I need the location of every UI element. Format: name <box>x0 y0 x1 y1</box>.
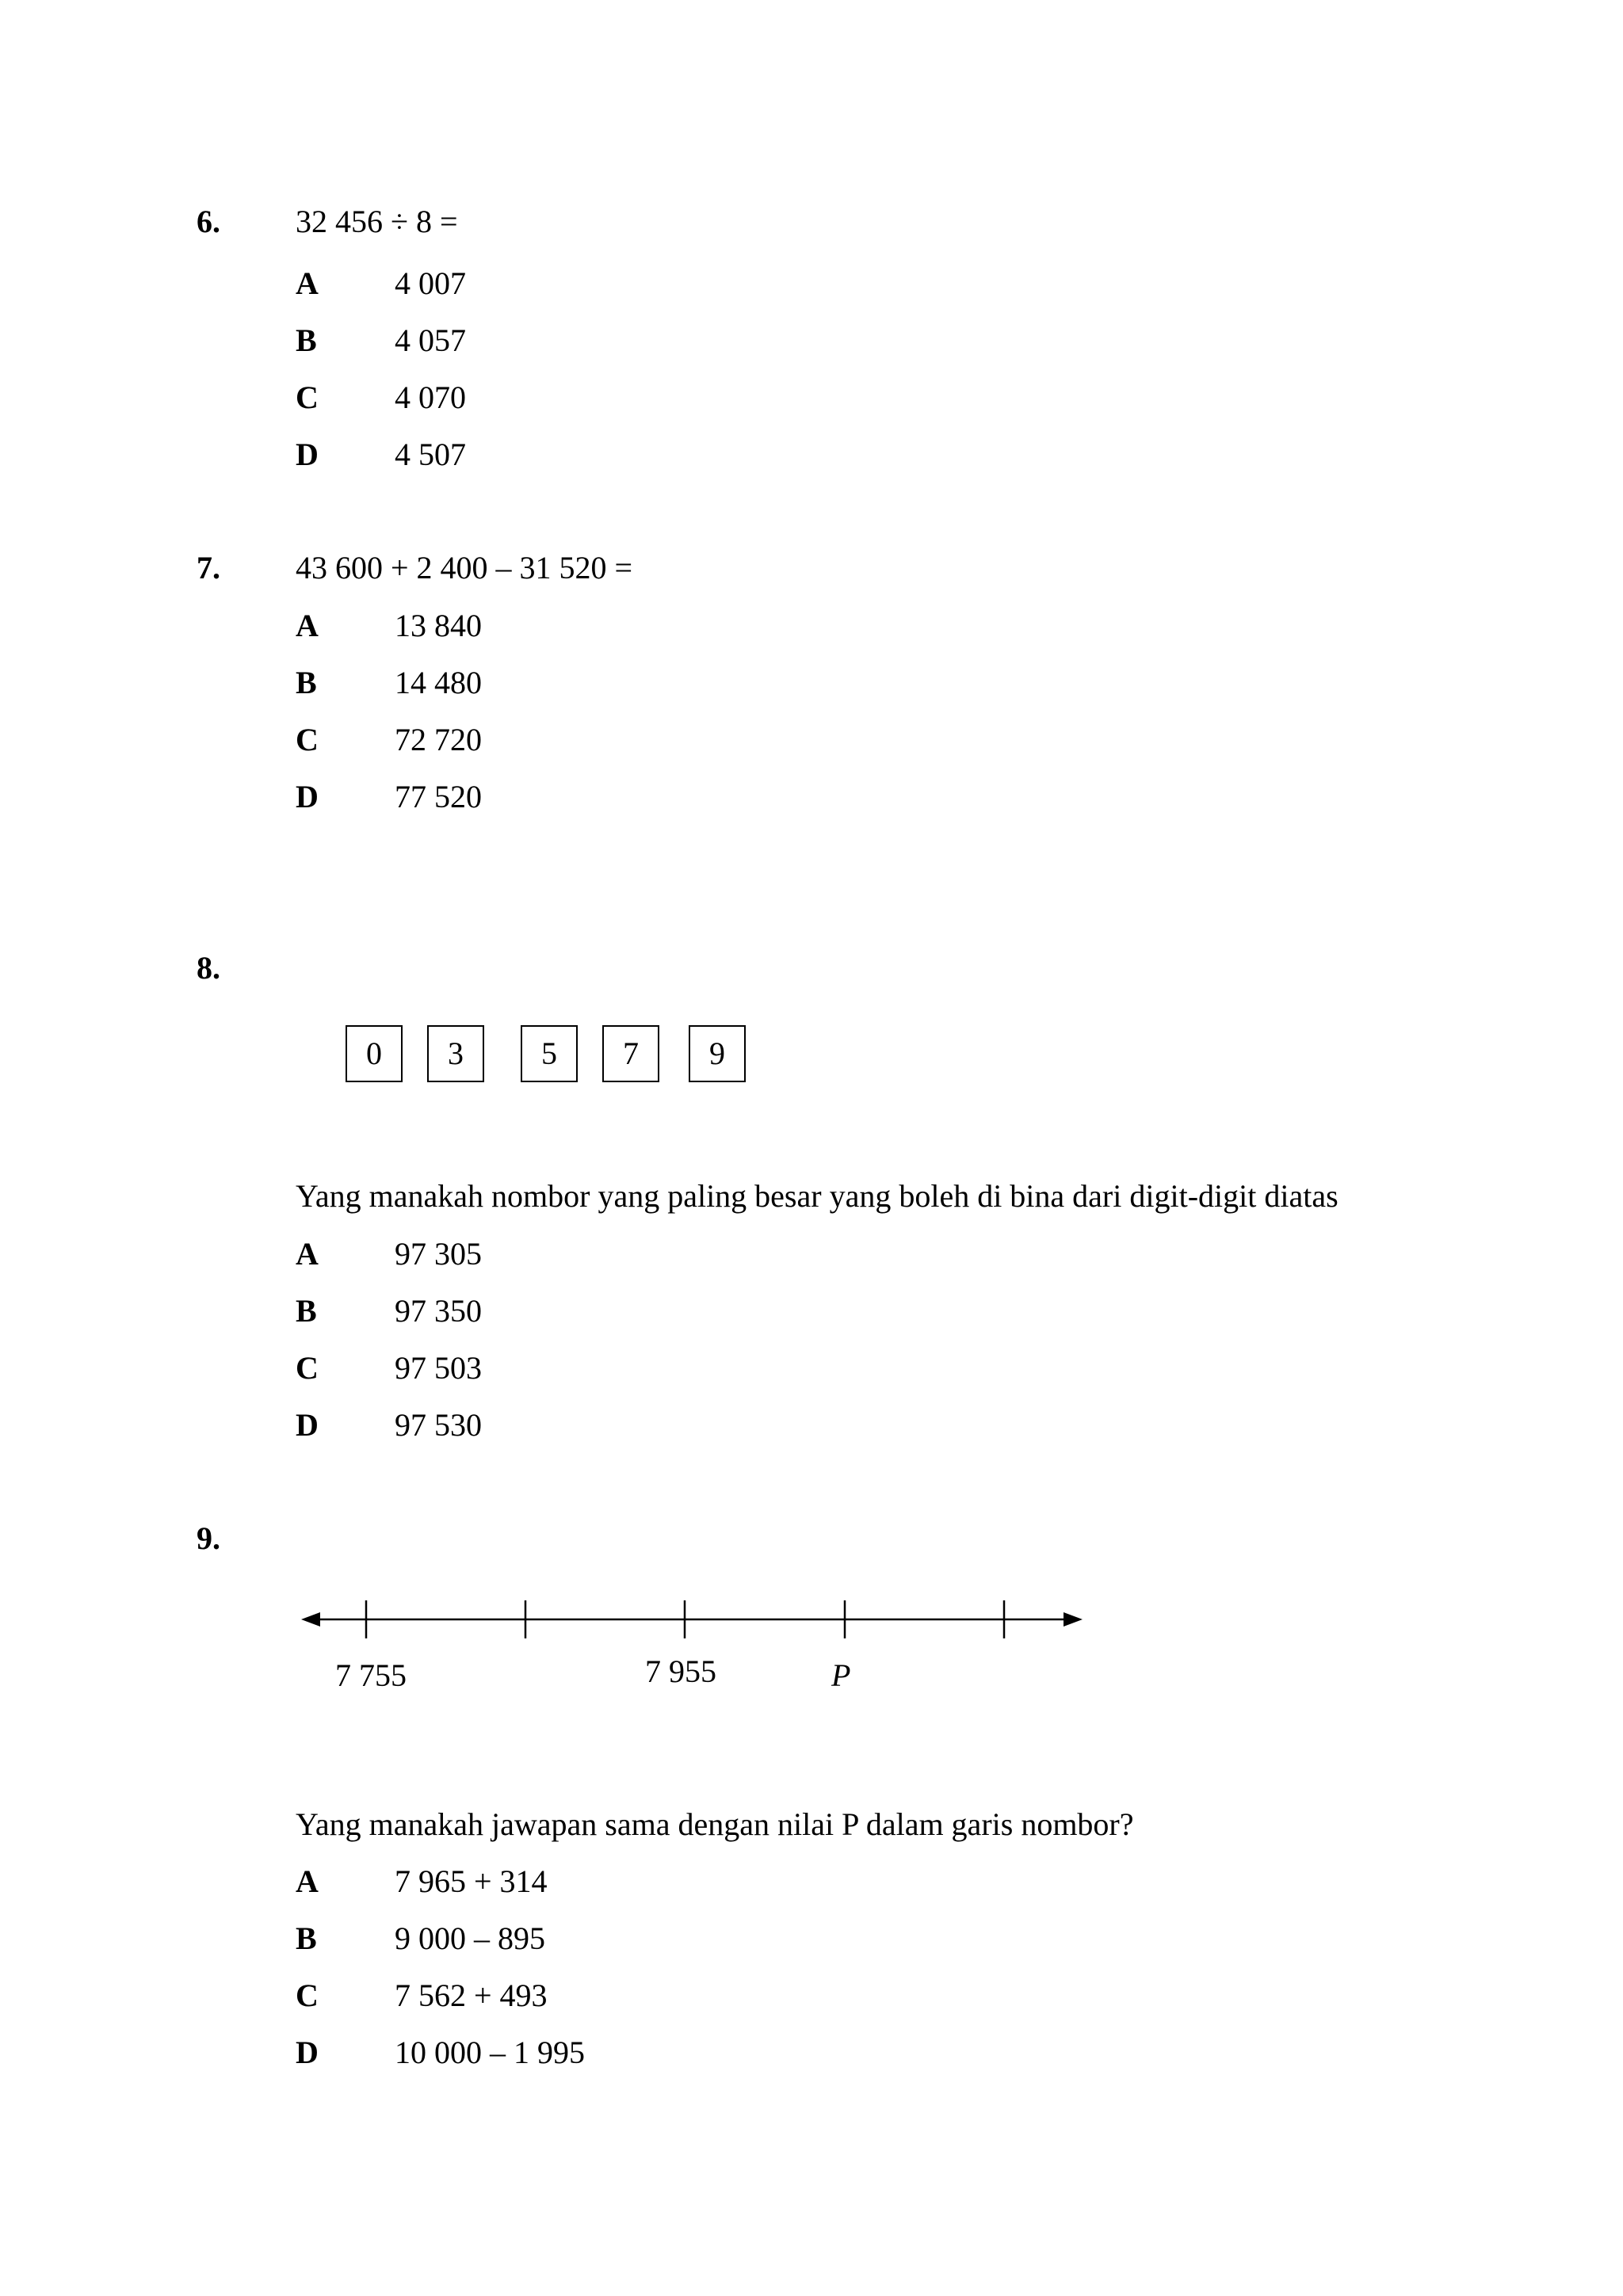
question-9-option-b-letter: B <box>296 1920 317 1956</box>
right-arrow-icon <box>1064 1612 1083 1627</box>
left-arrow-icon <box>301 1612 320 1627</box>
question-7-stem: 43 600 + 2 400 – 31 520 = <box>296 550 633 585</box>
question-6-option-b-letter: B <box>296 322 317 358</box>
question-8-option-c-value: 97 503 <box>395 1350 482 1386</box>
question-6-option-c-letter: C <box>296 379 319 415</box>
question-7-option-a-value: 13 840 <box>395 608 482 643</box>
question-7-option-c-value: 72 720 <box>395 722 482 757</box>
question-9-number: 9. <box>197 1520 220 1556</box>
question-8-option-d-value: 97 530 <box>395 1407 482 1443</box>
question-9-option-d-letter: D <box>296 2035 319 2070</box>
digit-card: 9 <box>689 1025 746 1082</box>
question-6-stem: 32 456 ÷ 8 = <box>296 204 458 239</box>
question-7-number: 7. <box>197 550 220 585</box>
question-9-option-c-letter: C <box>296 1978 319 2013</box>
question-8-stem: Yang manakah nombor yang paling besar yang boleh di bina dari digit-digit diatas <box>296 1178 1338 1214</box>
question-8-option-a-letter: A <box>296 1236 319 1272</box>
question-9-option-d-value: 10 000 – 1 995 <box>395 2035 585 2070</box>
digit-card: 5 <box>521 1025 578 1082</box>
question-8-option-b-letter: B <box>296 1293 317 1329</box>
question-6-option-d-letter: D <box>296 437 319 472</box>
digit-card: 3 <box>427 1025 484 1082</box>
question-7-option-b-value: 14 480 <box>395 665 482 700</box>
question-8-number: 8. <box>197 950 220 986</box>
question-6-number: 6. <box>197 204 220 239</box>
question-8-option-d-letter: D <box>296 1407 319 1443</box>
question-8-option-c-letter: C <box>296 1350 319 1386</box>
question-7-option-d-value: 77 520 <box>395 779 482 814</box>
question-6-option-d-value: 4 507 <box>395 437 466 472</box>
number-line-label-p: P <box>831 1657 851 1693</box>
number-line-label: 7 755 <box>335 1657 407 1693</box>
question-6-option-a-value: 4 007 <box>395 265 466 301</box>
question-6-option-b-value: 4 057 <box>395 322 466 358</box>
question-8-option-b-value: 97 350 <box>395 1293 482 1329</box>
question-7-option-d-letter: D <box>296 779 319 814</box>
number-line-label: 7 955 <box>645 1653 716 1689</box>
question-9-option-c-value: 7 562 + 493 <box>395 1978 548 2013</box>
question-7-option-b-letter: B <box>296 665 317 700</box>
question-9-option-a-letter: A <box>296 1863 319 1899</box>
question-7-option-c-letter: C <box>296 722 319 757</box>
question-7-option-a-letter: A <box>296 608 319 643</box>
question-6-option-c-value: 4 070 <box>395 379 466 415</box>
digit-card: 7 <box>602 1025 659 1082</box>
question-9-option-b-value: 9 000 – 895 <box>395 1920 545 1956</box>
question-8-option-a-value: 97 305 <box>395 1236 482 1272</box>
number-line <box>301 1585 1094 1648</box>
question-6-option-a-letter: A <box>296 265 319 301</box>
digit-card: 0 <box>346 1025 403 1082</box>
question-9-option-a-value: 7 965 + 314 <box>395 1863 548 1899</box>
question-9-stem: Yang manakah jawapan sama dengan nilai P dalam garis nombor? <box>296 1806 1134 1842</box>
